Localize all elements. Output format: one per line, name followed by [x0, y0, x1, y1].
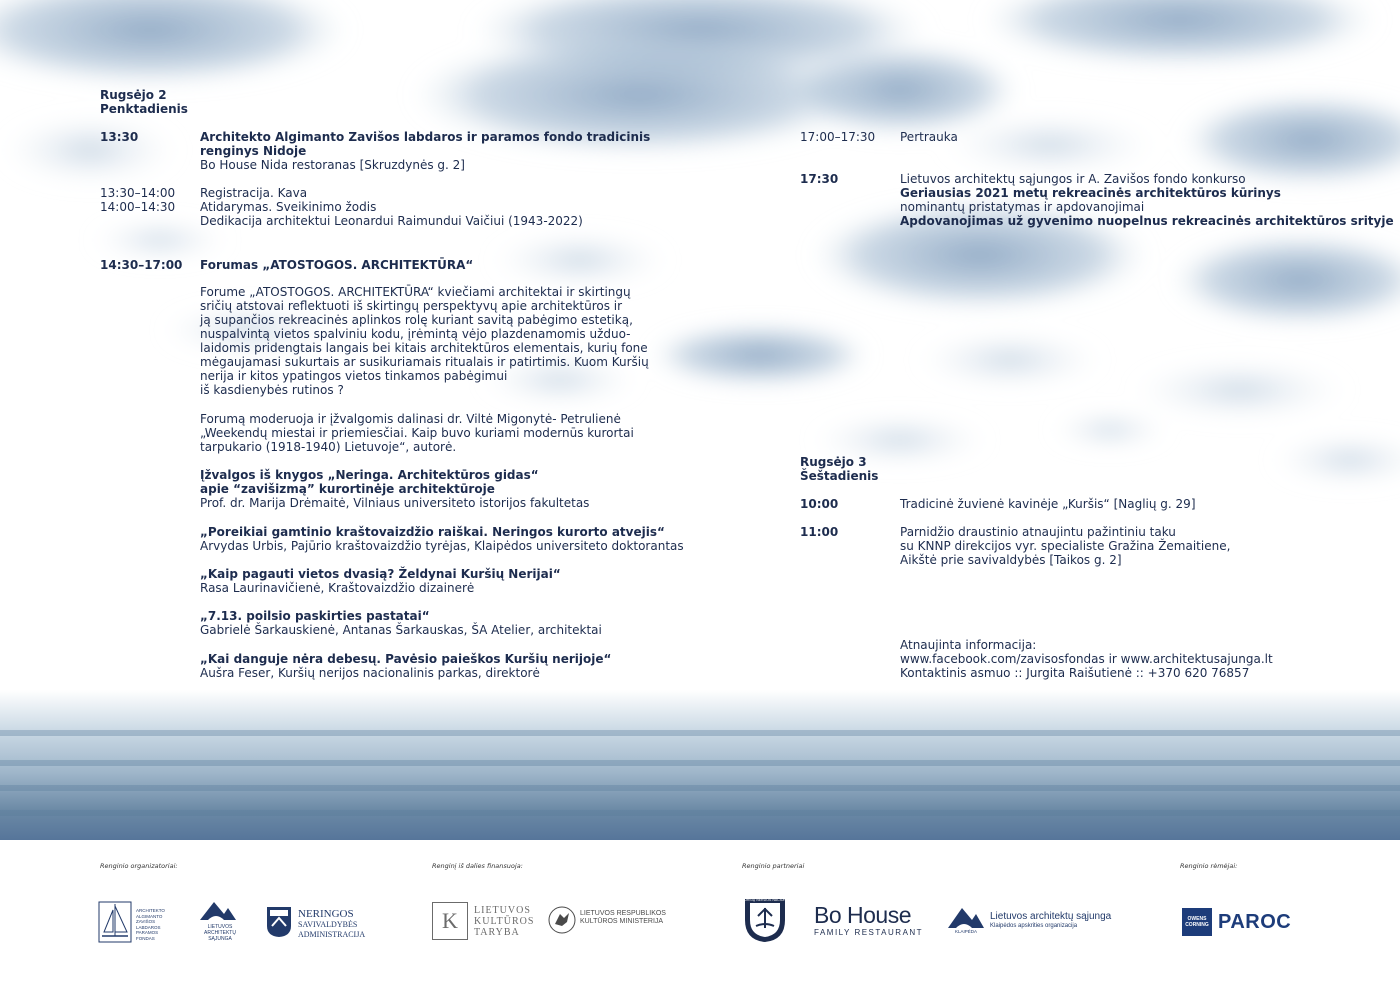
klaipeda-mark-text: KLAIPĖDA — [954, 929, 977, 934]
ministry-logo-line: KULTŪROS MINISTERIJA — [580, 918, 664, 925]
las-klaipeda-logo — [946, 904, 1116, 938]
award-line-1: Lietuvos architektų sąjungos ir A. Zavišos fondo konkurso — [900, 172, 1246, 186]
forum-description — [200, 285, 649, 397]
forum-desc-line: nuspalvintą vietos spalviniu kodu, įrėmintą vėjo plazdenamomis užduo- — [200, 327, 631, 341]
ktaryba-logo-line: TARYBA — [474, 927, 520, 938]
knnp-logo — [742, 896, 812, 946]
las-logo-line: SĄJUNGA — [208, 936, 232, 942]
las-logo — [198, 898, 242, 950]
contact-links[interactable]: www.facebook.com/zavisosfondas ir www.architektusajunga.lt — [900, 652, 1273, 666]
paroc-logo: PAROC — [1218, 911, 1292, 933]
talk-1-speaker: Prof. dr. Marija Drėmaitė, Vilniaus universiteto istorijos fakultetas — [200, 496, 590, 510]
forum-time: 14:30–17:00 — [100, 258, 183, 272]
owens-corning-logo — [1182, 908, 1212, 936]
organizers-label: Renginio organizatoriai: — [100, 862, 178, 870]
day2-weekday: Šeštadienis — [800, 469, 879, 483]
bo-house-name: Bo House — [814, 902, 912, 928]
sponsors-label: Renginio rėmėjai: — [1180, 862, 1238, 870]
kulturos-taryba-mark: K — [432, 902, 468, 940]
day1-main-title: Architekto Algimanto Zavišos labdaros ir paramos fondo tradicinis — [200, 130, 651, 144]
bo-house-logo — [814, 902, 924, 942]
moderator-line: „Weekendų miestai ir priemiesčiai. Kaip buvo kuriami modernūs kurortai — [200, 426, 634, 440]
day2-event-2-line-3: Aikštė prie savivaldybės [Taikos g. 2] — [900, 553, 1122, 567]
fund-logo-line: PARAMOS — [136, 930, 159, 935]
day2-event-2-line-1: Parnidžio draustinio atnaujintu pažintiniu taku — [900, 525, 1176, 539]
neringa-logo-line: NERINGOS — [298, 908, 354, 920]
forum-moderator — [200, 412, 634, 454]
talk-4-speaker: Gabrielė Šarkauskienė, Antanas Šarkauskas, ŠA Atelier, architektai — [200, 623, 602, 637]
forum-title: Forumas „ATOSTOGOS. ARCHITEKTŪRA“ — [200, 258, 474, 272]
forum-desc-line: ją supančios rekreacinės aplinkos rolę kuriant savitą pabėgimo estetiką, — [200, 313, 633, 327]
mountain-wave-icon — [198, 898, 238, 922]
klaipeda-line-2: Klaipėdos apskrities organizacija — [990, 923, 1078, 929]
award-line-3: nominantų pristatymas ir apdovanojimai — [900, 200, 1145, 214]
funding-label: Renginį iš dalies finansuoja: — [432, 862, 523, 870]
neringa-logo-line: SAVIVALDYBĖS — [298, 920, 358, 929]
talk-2-speaker: Arvydas Urbis, Pajūrio kraštovaizdžio tyrėjas, Klaipėdos universiteto doktorantas — [200, 539, 684, 553]
knnp-shield-icon — [742, 896, 812, 944]
opening-time: 14:00–14:30 — [100, 200, 176, 214]
zavisa-fund-logo — [98, 898, 188, 948]
neringa-logo — [266, 906, 376, 942]
las-logo-line: ARCHITEKTŲ — [204, 930, 236, 936]
moderator-line: tarpukario (1918-1940) Lietuvoje“, autorė. — [200, 440, 457, 454]
day1-main-title-2: renginys Nidoje — [200, 144, 307, 158]
fund-logo-line: ZAVIŠOS — [136, 919, 156, 924]
ktaryba-logo-line: LIETUVOS — [474, 905, 531, 916]
talk-3-speaker: Rasa Laurinavičienė, Kraštovaizdžio dizainerė — [200, 581, 475, 595]
klaipeda-line-1: Lietuvos architektų sąjunga — [990, 911, 1112, 922]
owens-logo-line: CORNING — [1185, 922, 1209, 928]
contact-person: Kontaktinis asmuo :: Jurgita Raišutienė :: +370 620 76857 — [900, 666, 1250, 680]
day2-time-2: 11:00 — [800, 525, 839, 539]
fund-logo-line: LABDAROS — [136, 924, 161, 930]
vytis-emblem-icon — [548, 906, 576, 934]
talk-2-title: „Poreikiai gamtinio kraštovaizdžio raiškai. Neringos kurorto atvejis“ — [200, 525, 665, 539]
owens-logo-line: OWENS — [1187, 916, 1207, 922]
opening: Atidarymas. Sveikinimo žodis — [200, 200, 377, 214]
registration-time: 13:30–14:00 — [100, 186, 176, 200]
las-logo-line: LIETUVOS — [207, 924, 233, 930]
knnp-logo-text: KURŠIŲ NERIJOS NACIONALINIS PARKAS — [742, 898, 812, 902]
award-line-2: Geriausias 2021 metų rekreacinės architektūros kūrinys — [900, 186, 1281, 200]
award-line-4: Apdovanojimas už gyvenimo nuopelnus rekreacinės architektūros srityje — [900, 214, 1394, 228]
sailboat-icon — [98, 898, 132, 944]
forum-desc-line: sričių atstovai reflektuoti iš skirtingų perspektyvų apie architektūros ir — [200, 299, 623, 313]
talk-5-speaker: Aušra Feser, Kuršių nerijos nacionalinis parkas, direktorė — [200, 666, 540, 680]
forum-desc-line: laidomis pridengtais langais bei kitais architektūros elementais, kurių fone — [200, 341, 648, 355]
fund-logo-line: ARCHITEKTO — [136, 908, 165, 913]
ministry-logo — [548, 906, 678, 938]
neringa-coat-of-arms-icon — [266, 906, 292, 938]
award-time: 17:30 — [800, 172, 839, 186]
talk-5-title: „Kai danguje nėra debesų. Pavėsio paieškos Kuršių nerijoje“ — [200, 652, 612, 666]
day2-time-1: 10:00 — [800, 497, 839, 511]
break-time: 17:00–17:30 — [800, 130, 876, 144]
forum-desc-line: Forume „ATOSTOGOS. ARCHITEKTŪRA“ kviečiami architektai ir skirtingų — [200, 285, 631, 299]
registration: Registracija. Kava — [200, 186, 308, 200]
dedication: Dedikacija architektui Leonardui Raimundui Vaičiui (1943-2022) — [200, 214, 583, 228]
day1-main-time: 13:30 — [100, 130, 139, 144]
day1-date: Rugsėjo 2 — [100, 88, 167, 102]
sea-horizon — [0, 690, 1400, 840]
day2-event-2-line-2: su KNNP direkcijos vyr. specialiste Gražina Žemaitiene, — [900, 539, 1231, 553]
forum-desc-line: iš kasdienybės rutinos ? — [200, 383, 344, 397]
ministry-logo-line: LIETUVOS RESPUBLIKOS — [580, 910, 666, 917]
moderator-line: Forumą moderuoja ir įžvalgomis dalinasi dr. Viltė Migonytė- Petrulienė — [200, 412, 621, 426]
footer — [0, 840, 1400, 990]
partners-label: Renginio partneriai — [742, 862, 805, 870]
kulturos-taryba-logo — [432, 902, 542, 942]
fund-logo-line: ALGIMANTO — [136, 913, 163, 919]
day2-event-1: Tradicinė žuvienė kavinėje „Kuršis“ [Naglių g. 29] — [900, 497, 1196, 511]
talk-1-title-2: apie “zavišizmą” kurortinėje architektūroje — [200, 482, 495, 496]
neringa-logo-line: ADMINISTRACIJA — [298, 930, 366, 939]
forum-desc-line: nerija ir kitos ypatingos vietos tinkamos pabėgimui — [200, 369, 508, 383]
break: Pertrauka — [900, 130, 958, 144]
talk-1-title: Įžvalgos iš knygos „Neringa. Architektūros gidas“ — [200, 468, 539, 482]
mountain-wave-icon — [946, 904, 986, 930]
ktaryba-logo-line: KULTŪROS — [474, 916, 535, 927]
forum-desc-line: mėgaujamasi sukurtais ar susikuriamais ritualais ir patirtimis. Kuom Kuršių — [200, 355, 649, 369]
fund-logo-line: FONDAS — [136, 935, 155, 941]
contact-heading: Atnaujinta informacija: — [900, 638, 1037, 652]
talk-4-title: „7.13. poilsio paskirties pastatai“ — [200, 609, 430, 623]
talk-3-title: „Kaip pagauti vietos dvasią? Želdynai Kuršių Nerijai“ — [200, 567, 561, 581]
day2-date: Rugsėjo 3 — [800, 455, 867, 469]
day1-weekday: Penktadienis — [100, 102, 188, 116]
day1-main-place: Bo House Nida restoranas [Skruzdynės g. 2] — [200, 158, 465, 172]
bo-house-subtitle: FAMILY RESTAURANT — [814, 928, 924, 937]
